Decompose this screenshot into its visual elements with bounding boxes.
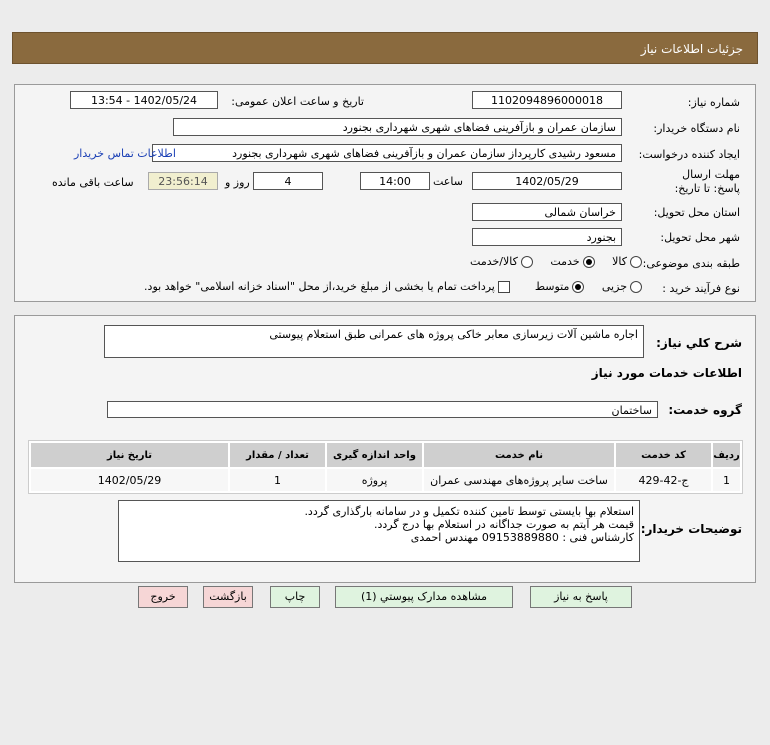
col-name: نام خدمت [424, 443, 614, 467]
city-label: شهر محل تحویل: [660, 231, 740, 244]
creator-label: ایجاد کننده درخواست: [638, 148, 740, 161]
notes-field [118, 500, 640, 562]
cell-date: 1402/05/29 [31, 469, 228, 491]
col-qty: تعداد / مقدار [230, 443, 325, 467]
days-field: 4 [253, 172, 323, 190]
service-group-label: گروه خدمت: [668, 403, 742, 417]
cell-code: ج-42-429 [616, 469, 711, 491]
announce-label: تاریخ و ساعت اعلان عمومی: [231, 95, 364, 108]
service-group-field: ساختمان [107, 401, 658, 418]
process-option-minor[interactable]: جزیی [602, 280, 642, 293]
col-row: ردیف [713, 443, 740, 467]
radio-goods-service[interactable] [521, 256, 533, 268]
page-header: جزئیات اطلاعات نیاز [12, 32, 758, 64]
table-header-row [31, 443, 740, 467]
category-radio-group [470, 255, 642, 268]
note-line: استعلام بها بایستی توسط تامین کننده تکمیل و در سامانه بارگذاری گردد. [304, 505, 634, 518]
process-label: نوع فرآیند خرید : [662, 282, 740, 295]
cell-unit: پروژه [327, 469, 422, 491]
view-documents-button[interactable]: مشاهده مدارک پیوستي (1) [335, 586, 513, 608]
category-option-both[interactable]: کالا/خدمت [470, 255, 533, 268]
cell-row: 1 [713, 469, 740, 491]
process-option-medium[interactable]: متوسط [535, 280, 585, 293]
category-label: طبقه بندی موضوعی: [642, 257, 740, 270]
reply-button[interactable]: پاسخ به نیاز [530, 586, 632, 608]
creator-field: مسعود رشیدی کارپرداز سازمان عمران و بازآفرینی فضاهای شهری شهرداری بجنورد [152, 144, 622, 162]
category-option-goods[interactable]: کالا [612, 255, 642, 268]
remaining-label: ساعت باقی مانده [52, 176, 134, 189]
table-row [31, 469, 740, 491]
category-option-service[interactable]: خدمت [550, 255, 594, 268]
col-unit: واحد اندازه گیری [327, 443, 422, 467]
city-field: بجنورد [472, 228, 622, 246]
radio-medium[interactable] [572, 281, 584, 293]
back-button[interactable]: بازگشت [203, 586, 253, 608]
notes-label: توضیحات خریدار: [640, 522, 742, 536]
process-radio-group [144, 280, 642, 293]
services-table [28, 440, 743, 494]
buyer-field: سازمان عمران و بازآفرینی فضاهای شهری شهرداری بجنورد [173, 118, 622, 136]
time-label: ساعت [433, 175, 463, 188]
radio-goods[interactable] [630, 256, 642, 268]
summary-field: اجاره ماشین آلات زیرسازی معابر خاکی پروژه های عمرانی طبق استعلام پیوستی [104, 325, 644, 358]
radio-service[interactable] [583, 256, 595, 268]
deadline-label: مهلت ارسال پاسخ: تا تاریخ: [674, 168, 740, 195]
services-title: اطلاعات خدمات مورد نیاز [591, 366, 742, 380]
need-number-field: 1102094896000018 [472, 91, 622, 109]
cell-name: ساخت سایر پروژه‌های مهندسی عمران [424, 469, 614, 491]
province-label: استان محل تحویل: [653, 206, 740, 219]
buyer-label: نام دستگاه خریدار: [653, 122, 740, 135]
need-number-label: شماره نیاز: [687, 96, 740, 109]
col-date: تاریخ نیاز [31, 443, 228, 467]
note-line: کارشناس فنی : 09153889880 مهندس احمدی [410, 531, 634, 544]
deadline-date-field: 1402/05/29 [472, 172, 622, 190]
province-field: خراسان شمالی [472, 203, 622, 221]
announce-field: 1402/05/24 - 13:54 [70, 91, 218, 109]
print-button[interactable]: چاپ [270, 586, 320, 608]
payment-note: پرداخت تمام یا بخشی از مبلغ خرید،از محل "اسناد خزانه اسلامی" خواهد بود. [144, 280, 495, 293]
treasury-checkbox[interactable] [498, 281, 510, 293]
remaining-time: 23:56:14 [148, 172, 218, 190]
note-line: قیمت هر آیتم به صورت جداگانه در استعلام بها درج گردد. [373, 518, 634, 531]
col-code: کد خدمت [616, 443, 711, 467]
cell-qty: 1 [230, 469, 325, 491]
exit-button[interactable]: خروج [138, 586, 188, 608]
buyer-contact-link[interactable]: اطلاعات تماس خریدار [74, 147, 176, 160]
deadline-time-field: 14:00 [360, 172, 430, 190]
days-label: روز و [225, 176, 250, 189]
radio-minor[interactable] [630, 281, 642, 293]
summary-label: شرح کلي نياز: [656, 336, 742, 350]
